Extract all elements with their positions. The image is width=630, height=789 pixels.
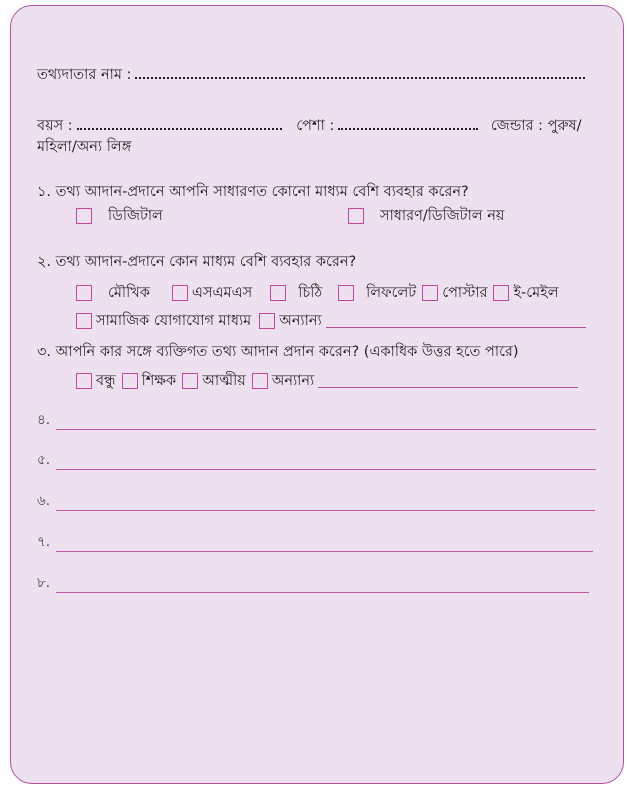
answer-input-line[interactable] (56, 579, 589, 593)
name-label: তথ্যদাতার নাম : (37, 67, 132, 83)
question-text: তথ্য আদান-প্রদানে আপনি সাধারণত কোনো মাধ্যম বেশি ব্যবহার করেন? (55, 184, 469, 200)
question-1-options-b (348, 206, 510, 226)
age-label: বয়স : (37, 118, 73, 134)
gender-label[interactable]: জেন্ডার : পুরুষ/ (490, 118, 582, 134)
answer-input-line[interactable] (56, 497, 595, 511)
checkbox-leaflet[interactable] (338, 285, 354, 301)
checkbox-other[interactable] (252, 373, 268, 389)
other-specify-line[interactable] (318, 374, 578, 388)
option-label: সাধারণ/ডিজিটাল নয় (380, 208, 505, 224)
answer-line-5 (37, 450, 596, 470)
checkbox-social-media[interactable] (76, 313, 92, 329)
answer-line-7 (37, 532, 593, 552)
question-number: ১. (37, 184, 52, 200)
option-label: আত্মীয় (202, 373, 246, 389)
answer-input-line[interactable] (56, 538, 593, 552)
option-label: অন্যান্য (271, 373, 315, 389)
gender-options-row (37, 137, 131, 157)
question-2-options-row1 (76, 283, 565, 303)
option-label: চিঠি (298, 285, 323, 301)
question-text: আপনি কার সঙ্গে ব্যক্তিগত তথ্য আদান প্রদান করেন? (একাধিক উত্তর হতে পারে) (55, 344, 519, 360)
question-3-options (76, 371, 578, 391)
line-number: ৭. (37, 534, 51, 550)
occupation-input-line[interactable] (338, 116, 478, 130)
other-specify-line[interactable] (326, 314, 586, 328)
age-input-line[interactable] (77, 116, 282, 130)
answer-line-6 (37, 491, 595, 511)
checkbox-other[interactable] (259, 313, 275, 329)
answer-line-8 (37, 573, 589, 593)
checkbox-verbal[interactable] (76, 285, 92, 301)
option-label: অন্যান্য (279, 313, 322, 329)
checkbox-letter[interactable] (270, 285, 286, 301)
question-number: ৩. (37, 344, 52, 360)
checkbox-relative[interactable] (182, 373, 198, 389)
answer-input-line[interactable] (56, 456, 596, 470)
option-label: শিক্ষক (141, 373, 177, 389)
occupation-label: পেশা : (296, 118, 335, 134)
answer-line-4 (37, 410, 596, 430)
question-3 (37, 342, 519, 362)
option-label: সামাজিক যোগাযোগ মাধ্যম (96, 313, 252, 329)
option-label: ডিজিটাল (108, 208, 163, 224)
option-label: ই-মেইল (513, 285, 559, 301)
option-label: মৌখিক (108, 285, 150, 301)
option-label: পোস্টার (442, 285, 488, 301)
name-row (37, 65, 585, 85)
question-1-options (76, 206, 169, 226)
line-number: ৬. (37, 493, 51, 509)
name-input-line[interactable] (135, 65, 585, 79)
line-number: ৪. (37, 412, 51, 428)
checkbox-non-digital[interactable] (348, 208, 364, 224)
age-occupation-gender-row (37, 116, 582, 136)
gender-options-continued[interactable]: মহিলা/অন্য লিঙ্গ (37, 139, 132, 155)
question-2 (37, 252, 356, 272)
question-text: তথ্য আদান-প্রদানে কোন মাধ্যম বেশি ব্যবহার করেন? (55, 254, 357, 270)
option-label: বন্ধু (96, 373, 116, 389)
option-label: এসএমএস (191, 285, 253, 301)
checkbox-sms[interactable] (172, 285, 188, 301)
question-number: ২. (37, 254, 52, 270)
option-label: লিফলেট (366, 285, 417, 301)
question-1 (37, 182, 469, 202)
checkbox-email[interactable] (493, 285, 509, 301)
checkbox-digital[interactable] (76, 208, 92, 224)
checkbox-teacher[interactable] (122, 373, 138, 389)
checkbox-friend[interactable] (76, 373, 92, 389)
question-2-options-row2 (76, 311, 586, 331)
line-number: ৮. (37, 575, 51, 591)
answer-input-line[interactable] (56, 416, 596, 430)
line-number: ৫. (37, 452, 51, 468)
checkbox-poster[interactable] (422, 285, 438, 301)
